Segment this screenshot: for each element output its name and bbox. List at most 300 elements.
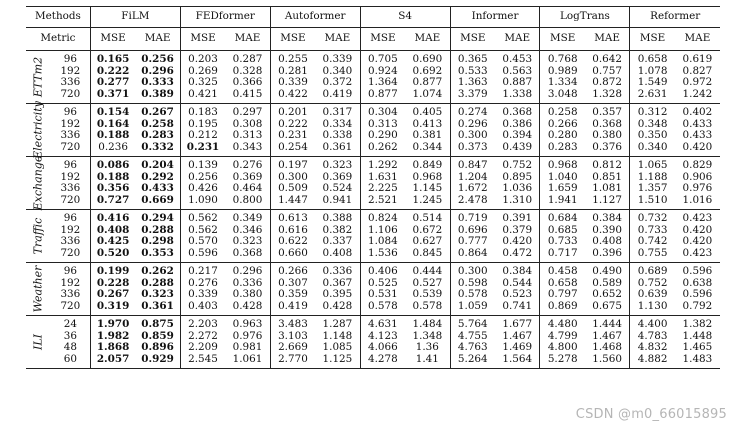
- mse-value: 0.339: [180, 289, 225, 301]
- mae-value: 0.338: [322, 129, 353, 141]
- mae-value: 1.310: [495, 195, 540, 210]
- best-value: 0.296: [141, 64, 174, 77]
- model-header-logtrans: LogTrans: [540, 7, 630, 28]
- mse-value: 0.531: [360, 289, 405, 301]
- results-table: [26, 6, 720, 369]
- mse-value: 4.755: [450, 331, 495, 343]
- mse-value: 0.689: [630, 263, 675, 278]
- mae-value: [135, 89, 180, 104]
- mse-value: 0.426: [180, 183, 225, 195]
- mse-value: 0.421: [180, 89, 225, 104]
- mae-header: MAE: [315, 28, 360, 51]
- mse-value: 0.339: [270, 77, 315, 89]
- mae-value: 1.074: [405, 89, 450, 104]
- mae-value: 0.372: [322, 76, 353, 88]
- mse-value: 0.685: [540, 225, 585, 237]
- mae-value: 0.276: [232, 159, 263, 171]
- mae-value: 0.420: [675, 142, 720, 157]
- mse-value: 4.763: [450, 342, 495, 354]
- mae-value: 1.448: [682, 329, 713, 342]
- mae-value: 1.036: [502, 182, 533, 194]
- mae-value: 1.469: [502, 341, 533, 353]
- mae-value: 0.357: [592, 106, 623, 118]
- best-value: 0.433: [141, 182, 174, 194]
- table-row: [26, 263, 720, 278]
- mse-value: 0.847: [450, 157, 495, 172]
- mse-value: 0.139: [180, 157, 225, 172]
- best-value: 0.333: [141, 76, 174, 88]
- mae-value: 0.423: [675, 248, 720, 263]
- mae-value: 0.692: [412, 64, 443, 77]
- mae-value: 0.433: [682, 117, 713, 130]
- mae-value: 0.344: [405, 142, 450, 157]
- mse-value: 0.325: [180, 77, 225, 89]
- mse-header: MSE: [360, 28, 405, 51]
- dataset-name: Electricity: [31, 101, 45, 159]
- mse-value: 0.290: [360, 130, 405, 142]
- mse-value: 0.236: [90, 142, 135, 157]
- mae-value: 1.484: [412, 318, 443, 330]
- mae-value: 0.792: [675, 301, 720, 316]
- mae-header: MAE: [675, 28, 720, 51]
- mse-value: 0.350: [630, 130, 675, 142]
- mse-value: 0.348: [630, 119, 675, 131]
- horizon-cell: 96: [63, 212, 77, 224]
- mse-value: 0.183: [180, 104, 225, 119]
- mse-value: [90, 130, 135, 142]
- results-body: [26, 51, 720, 369]
- mse-value: 0.276: [180, 278, 225, 290]
- dataset-name: Traffic: [31, 217, 45, 255]
- mae-header: MAE: [585, 28, 630, 51]
- horizon-cell: 720: [51, 195, 91, 210]
- mse-value: 0.525: [360, 278, 405, 290]
- mae-value: 0.741: [495, 301, 540, 316]
- dataset-label-cell: [26, 263, 51, 316]
- dataset-label-cell: [26, 157, 51, 210]
- model-header-informer: Informer: [450, 7, 540, 28]
- mse-value: 0.509: [270, 183, 315, 195]
- mae-value: 0.672: [412, 223, 443, 236]
- mae-value: 1.465: [682, 341, 713, 353]
- mae-value: 0.394: [502, 129, 533, 141]
- mse-value: 0.733: [630, 225, 675, 237]
- mae-value: 1.677: [502, 318, 533, 330]
- mae-value: 0.752: [502, 159, 533, 171]
- mse-value: 2.203: [180, 316, 225, 331]
- mse-value: 4.783: [630, 331, 675, 343]
- best-value: 0.228: [96, 276, 130, 289]
- dataset-label-cell: [26, 316, 51, 369]
- mae-value: 0.369: [232, 170, 263, 183]
- horizon-cell: 96: [63, 106, 77, 118]
- mae-value: 0.906: [682, 170, 713, 183]
- best-value: 0.669: [141, 193, 174, 206]
- mae-value: 1.125: [315, 354, 360, 369]
- best-value: 0.283: [141, 129, 174, 141]
- mse-value: 1.510: [630, 195, 675, 210]
- mae-value: 0.887: [502, 76, 533, 88]
- mae-value: 0.544: [502, 276, 533, 289]
- mse-header: MSE: [540, 28, 585, 51]
- mse-value: [90, 104, 135, 119]
- mae-value: 0.405: [412, 106, 443, 118]
- mse-value: 2.521: [360, 195, 405, 210]
- model-header-reformer: Reformer: [630, 7, 720, 28]
- mse-value: 4.631: [360, 316, 405, 331]
- model-header-fedformer: FEDformer: [180, 7, 270, 28]
- mse-value: 4.278: [360, 354, 405, 369]
- mae-value: 0.812: [592, 159, 623, 171]
- best-value: 0.267: [141, 106, 174, 118]
- mae-value: 0.851: [592, 170, 623, 183]
- mae-value: 0.675: [585, 301, 630, 316]
- mae-value: 0.296: [232, 265, 263, 277]
- mae-value: [135, 248, 180, 263]
- dataset-name: ILI: [31, 334, 45, 350]
- mae-value: 1.444: [592, 318, 623, 330]
- mse-value: 1.334: [540, 77, 585, 89]
- mse-value: 0.570: [180, 236, 225, 248]
- best-value: 0.323: [141, 288, 174, 300]
- best-value: 0.188: [96, 129, 130, 141]
- table-row: [26, 236, 720, 248]
- mse-value: [90, 263, 135, 278]
- mse-value: 0.222: [270, 119, 315, 131]
- mae-value: 1.242: [675, 89, 720, 104]
- mae-value: 0.343: [225, 142, 270, 157]
- mae-value: 0.627: [412, 235, 443, 247]
- mse-value: 0.307: [270, 278, 315, 290]
- mse-value: 0.622: [270, 236, 315, 248]
- best-value: 0.204: [141, 159, 174, 171]
- mae-value: 0.453: [502, 53, 533, 65]
- mse-value: 5.764: [450, 316, 495, 331]
- horizon-cell: 720: [51, 248, 91, 263]
- mae-value: 1.016: [675, 195, 720, 210]
- best-value: 0.288: [141, 276, 174, 289]
- mse-value: 0.266: [270, 263, 315, 278]
- mae-value: 0.368: [225, 248, 270, 263]
- mse-value: 0.406: [360, 263, 405, 278]
- mae-value: 1.41: [405, 354, 450, 369]
- mae-value: 0.563: [502, 64, 533, 77]
- table-row: [26, 289, 720, 301]
- mae-value: 0.490: [592, 265, 623, 277]
- mse-value: [90, 157, 135, 172]
- mae-value: 0.539: [412, 288, 443, 300]
- mae-value: 0.439: [495, 142, 540, 157]
- mse-value: 0.732: [630, 210, 675, 225]
- mse-value: [90, 51, 135, 66]
- mse-value: 0.578: [450, 289, 495, 301]
- mae-value: 0.527: [412, 276, 443, 289]
- dataset-label-cell: [26, 51, 51, 104]
- mae-value: 0.976: [682, 182, 713, 194]
- mse-value: 0.266: [540, 119, 585, 131]
- mse-value: 0.197: [270, 157, 315, 172]
- mse-value: 0.562: [180, 210, 225, 225]
- mae-value: 0.396: [585, 248, 630, 263]
- mae-value: 0.642: [592, 53, 623, 65]
- best-value: 2.057: [96, 352, 130, 365]
- table-row: [26, 157, 720, 172]
- mse-value: 2.545: [180, 354, 225, 369]
- best-value: 0.425: [96, 235, 130, 247]
- mae-value: 0.384: [502, 265, 533, 277]
- mse-value: 0.596: [180, 248, 225, 263]
- mae-value: 0.328: [232, 64, 263, 77]
- mse-value: 0.255: [270, 51, 315, 66]
- mse-value: 0.269: [180, 66, 225, 78]
- mae-value: [135, 210, 180, 225]
- mae-value: 0.376: [585, 142, 630, 157]
- mae-value: 0.472: [495, 248, 540, 263]
- mse-value: 1.130: [630, 301, 675, 316]
- mse-value: 1.363: [450, 77, 495, 89]
- mse-value: 1.084: [360, 236, 405, 248]
- mse-value: 0.340: [630, 142, 675, 157]
- mae-value: 0.384: [592, 212, 623, 224]
- mae-value: 0.596: [682, 265, 713, 277]
- mse-value: [90, 354, 135, 369]
- mse-value: 0.365: [450, 51, 495, 66]
- mae-value: 0.981: [232, 341, 263, 353]
- mae-value: 0.361: [315, 142, 360, 157]
- mse-value: 0.217: [180, 263, 225, 278]
- best-value: 0.361: [141, 299, 174, 312]
- mse-value: 0.231: [270, 130, 315, 142]
- mse-value: 0.924: [360, 66, 405, 78]
- table-row: [26, 210, 720, 225]
- mse-value: 0.403: [180, 301, 225, 316]
- mse-value: 1.672: [450, 183, 495, 195]
- best-value: 0.859: [141, 329, 174, 342]
- horizon-cell: 24: [63, 318, 77, 330]
- horizon-cell: 192: [60, 223, 81, 236]
- mse-value: 0.422: [270, 89, 315, 104]
- mae-header: MAE: [405, 28, 450, 51]
- model-header-autoformer: Autoformer: [270, 7, 360, 28]
- mae-value: 0.379: [502, 223, 533, 236]
- table-row: [26, 77, 720, 89]
- methods-label: Methods: [26, 7, 90, 28]
- mae-value: 0.895: [502, 170, 533, 183]
- horizon-cell: 336: [60, 76, 81, 88]
- horizon-cell: 36: [63, 329, 77, 342]
- mse-value: 5.278: [540, 354, 585, 369]
- mae-value: 0.428: [225, 301, 270, 316]
- mse-value: 1.040: [540, 172, 585, 184]
- mse-value: 0.639: [630, 289, 675, 301]
- mse-value: 1.364: [360, 77, 405, 89]
- mae-value: [135, 301, 180, 316]
- mae-value: 0.337: [322, 235, 353, 247]
- mse-value: 0.256: [180, 172, 225, 184]
- mae-value: 0.428: [315, 301, 360, 316]
- mae-value: 1.467: [502, 329, 533, 342]
- mae-value: 0.420: [682, 223, 713, 236]
- best-value: 0.164: [96, 117, 130, 130]
- mae-value: [135, 157, 180, 172]
- horizon-cell: 336: [60, 288, 81, 300]
- mae-value: 0.339: [322, 53, 353, 65]
- mse-value: 0.201: [270, 104, 315, 119]
- horizon-cell: 96: [63, 265, 77, 277]
- mse-value: 0.719: [450, 210, 495, 225]
- mse-value: 3.103: [270, 331, 315, 343]
- mse-value: 0.262: [360, 142, 405, 157]
- best-value: 0.165: [96, 53, 130, 65]
- mae-value: 0.390: [592, 223, 623, 236]
- mse-value: 0.752: [630, 278, 675, 290]
- best-value: 0.371: [96, 87, 130, 100]
- mae-value: 0.829: [682, 159, 713, 171]
- mae-value: 0.619: [682, 53, 713, 65]
- mae-value: 0.308: [232, 117, 263, 130]
- mae-value: [135, 263, 180, 278]
- mae-value: 0.391: [502, 212, 533, 224]
- mse-value: 1.292: [360, 157, 405, 172]
- table-row: [26, 183, 720, 195]
- mse-value: 1.631: [360, 172, 405, 184]
- mse-value: 1.059: [450, 301, 495, 316]
- mse-value: [90, 301, 135, 316]
- horizon-cell: 336: [60, 182, 81, 194]
- mse-value: 4.480: [540, 316, 585, 331]
- best-value: 0.416: [96, 212, 130, 224]
- mae-value: 0.523: [502, 288, 533, 300]
- horizon-cell: 336: [60, 235, 81, 247]
- mae-value: 0.638: [682, 276, 713, 289]
- mse-value: [90, 210, 135, 225]
- mae-value: 0.323: [322, 159, 353, 171]
- mae-value: 0.313: [232, 129, 263, 141]
- mse-value: 2.209: [180, 342, 225, 354]
- mae-value: 0.346: [232, 223, 263, 236]
- horizon-cell: 192: [60, 170, 81, 183]
- horizon-cell: 60: [51, 354, 91, 369]
- best-value: 0.292: [141, 170, 174, 183]
- mae-value: 0.872: [592, 76, 623, 88]
- best-value: 0.875: [141, 318, 174, 330]
- mse-value: 0.613: [270, 210, 315, 225]
- mae-value: 0.578: [405, 301, 450, 316]
- mse-value: 0.660: [270, 248, 315, 263]
- mae-value: 1.560: [585, 354, 630, 369]
- mse-value: 1.549: [630, 77, 675, 89]
- mse-value: 0.684: [540, 210, 585, 225]
- horizon-cell: 96: [63, 159, 77, 171]
- table-row: [26, 342, 720, 354]
- horizon-cell: 192: [60, 276, 81, 289]
- mse-value: 0.658: [630, 51, 675, 66]
- mae-value: 0.963: [232, 318, 263, 330]
- mae-value: 1.145: [412, 182, 443, 194]
- mse-value: 0.768: [540, 51, 585, 66]
- mae-value: 0.423: [682, 212, 713, 224]
- mae-value: 0.336: [232, 276, 263, 289]
- mae-value: 0.433: [682, 129, 713, 141]
- best-value: 0.154: [96, 106, 130, 118]
- horizon-cell: 720: [51, 142, 91, 157]
- mse-value: 0.797: [540, 289, 585, 301]
- metric-label: Metric: [26, 28, 90, 51]
- mae-value: 0.381: [412, 129, 443, 141]
- mse-value: 0.359: [270, 289, 315, 301]
- mae-header: MAE: [225, 28, 270, 51]
- mse-value: 5.264: [450, 354, 495, 369]
- mse-value: [180, 142, 225, 157]
- mse-value: 3.048: [540, 89, 585, 104]
- mse-value: 0.616: [270, 225, 315, 237]
- best-value: 1.868: [96, 341, 130, 353]
- best-value: 0.896: [141, 341, 174, 353]
- table-row: [26, 51, 720, 66]
- best-value: 0.222: [96, 64, 130, 77]
- model-header-s4: S4: [360, 7, 450, 28]
- mae-value: [135, 142, 180, 157]
- mse-value: 2.631: [630, 89, 675, 104]
- mse-value: 1.536: [360, 248, 405, 263]
- table-row: [26, 130, 720, 142]
- model-header-film: FiLM: [90, 7, 180, 28]
- mae-value: [135, 316, 180, 331]
- best-value: 1.970: [96, 318, 130, 330]
- mae-value: 0.340: [322, 64, 353, 77]
- table-row: [26, 248, 720, 263]
- mse-value: 2.478: [450, 195, 495, 210]
- mae-value: 0.968: [412, 170, 443, 183]
- table-row: [26, 316, 720, 331]
- mae-value: 0.972: [682, 76, 713, 88]
- best-value: 0.520: [96, 246, 130, 259]
- mae-value: 1.081: [592, 182, 623, 194]
- mae-value: 1.338: [495, 89, 540, 104]
- mae-value: 1.085: [322, 341, 353, 353]
- results-table-wrapper: [26, 6, 720, 369]
- table-row: [26, 104, 720, 119]
- horizon-cell: 336: [60, 129, 81, 141]
- mae-value: 1.564: [495, 354, 540, 369]
- mae-header: MAE: [495, 28, 540, 51]
- best-value: 0.389: [141, 87, 174, 100]
- mae-value: 0.800: [225, 195, 270, 210]
- mse-value: 0.300: [270, 172, 315, 184]
- mse-value: 2.225: [360, 183, 405, 195]
- mae-value: 0.382: [322, 223, 353, 236]
- mae-value: 1.061: [225, 354, 270, 369]
- mae-value: 0.415: [225, 89, 270, 104]
- mse-header: MSE: [270, 28, 315, 51]
- horizon-cell: 48: [63, 341, 77, 353]
- mse-header: MSE: [630, 28, 675, 51]
- mse-value: 0.419: [270, 301, 315, 316]
- mse-value: 0.203: [180, 51, 225, 66]
- mae-value: 0.652: [592, 288, 623, 300]
- mse-value: 0.755: [630, 248, 675, 263]
- mae-value: 0.596: [682, 288, 713, 300]
- mae-value: 0.408: [592, 235, 623, 247]
- mae-value: 0.976: [232, 329, 263, 342]
- mse-value: 1.188: [630, 172, 675, 184]
- csdn-watermark: CSDN @m0_66015895: [575, 407, 727, 422]
- mse-value: 0.283: [540, 142, 585, 157]
- mae-value: 0.419: [315, 89, 360, 104]
- mae-value: 1.245: [405, 195, 450, 210]
- mae-value: 0.877: [412, 76, 443, 88]
- horizon-cell: 720: [51, 301, 91, 316]
